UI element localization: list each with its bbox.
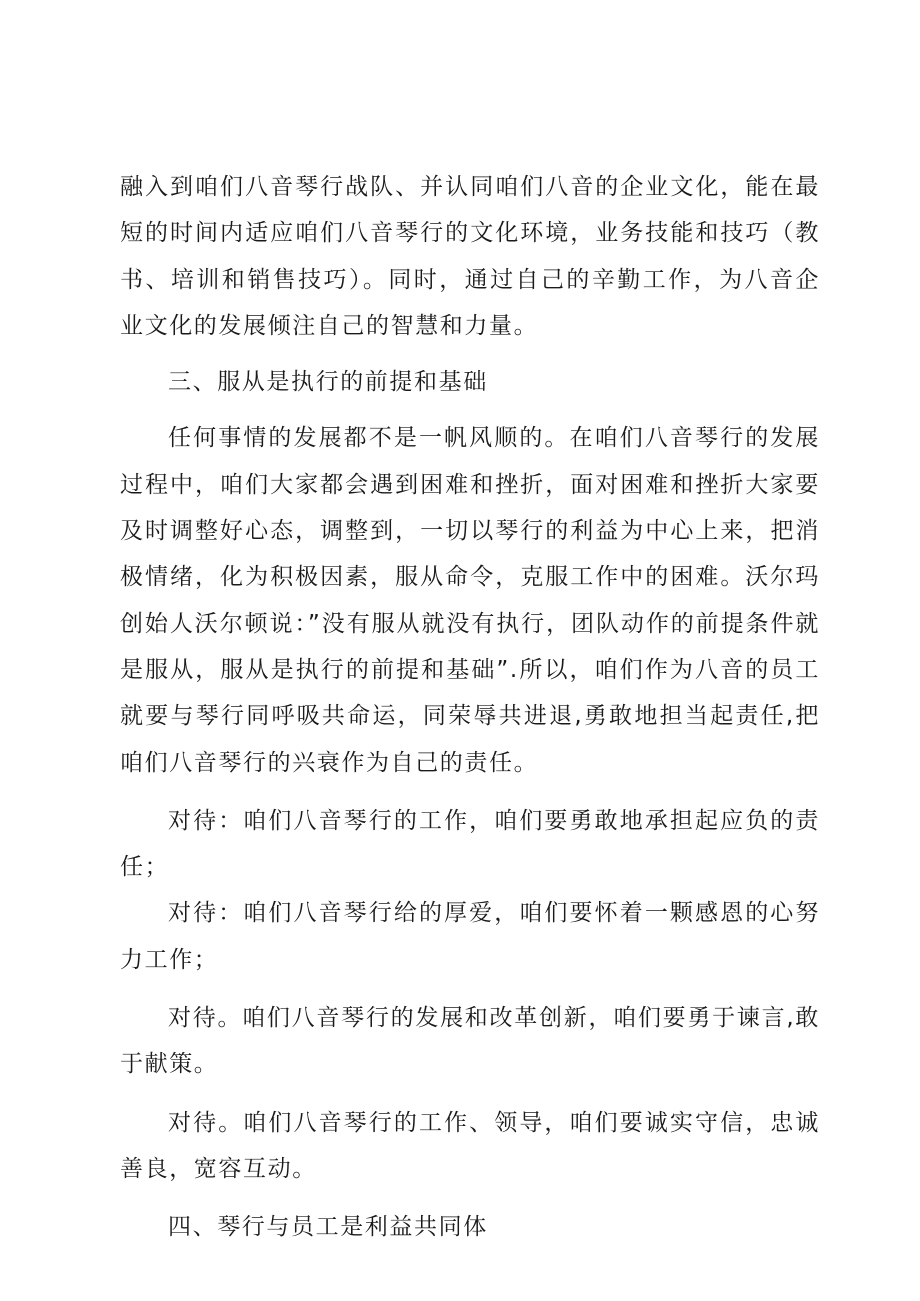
section-heading-three: 三、服从是执行的前提和基础 <box>168 369 488 396</box>
paragraph-continuation: 融入到咱们八音琴行战队、并认同咱们八音的企业文化，能在最短的时间内适应咱们八音琴行的文化环境，业务技能和技巧（教书、培训和销售技巧）。同时，通过自己的辛勤工作，为八音企业文化的发展倾注自己的智慧和力量。 <box>120 174 820 339</box>
paragraph-obedience: 任何事情的发展都不是一帆风顺的。在咱们八音琴行的发展过程中，咱们大家都会遇到困难和挫折，面对困难和挫折大家要及时调整好心态，调整到，一切以琴行的利益为中心上来，把消极情绪，化为积极因素，服从命令，克服工作中的困难。沃尔玛创始人沃尔顿说：”没有服从就没有执行，团队动作的前提条件就是服从，服从是执行的前提和基础”.所以，咱们作为八音的员工就要与琴行同呼吸共命运，同荣辱共进退,勇敢地担当起责任,把咱们八音琴行的兴衰作为自己的责任。 <box>120 425 820 776</box>
section-heading-four: 四、琴行与员工是利益共同体 <box>168 1214 488 1241</box>
paragraph-treat-leadership: 对待。咱们八音琴行的工作、领导，咱们要诚实守信，忠诚善良，宽容互动。 <box>120 1109 820 1182</box>
paragraph-treat-work: 对待：咱们八音琴行的工作，咱们要勇敢地承担起应负的责任； <box>120 807 820 881</box>
paragraph-treat-innovation: 对待。咱们八音琴行的发展和改革创新，咱们要勇于谏言,敢于献策。 <box>120 1005 820 1078</box>
document-body <box>120 164 820 1251</box>
paragraph-treat-care: 对待：咱们八音琴行给的厚爱，咱们要怀着一颗感恩的心努力工作； <box>120 900 820 973</box>
